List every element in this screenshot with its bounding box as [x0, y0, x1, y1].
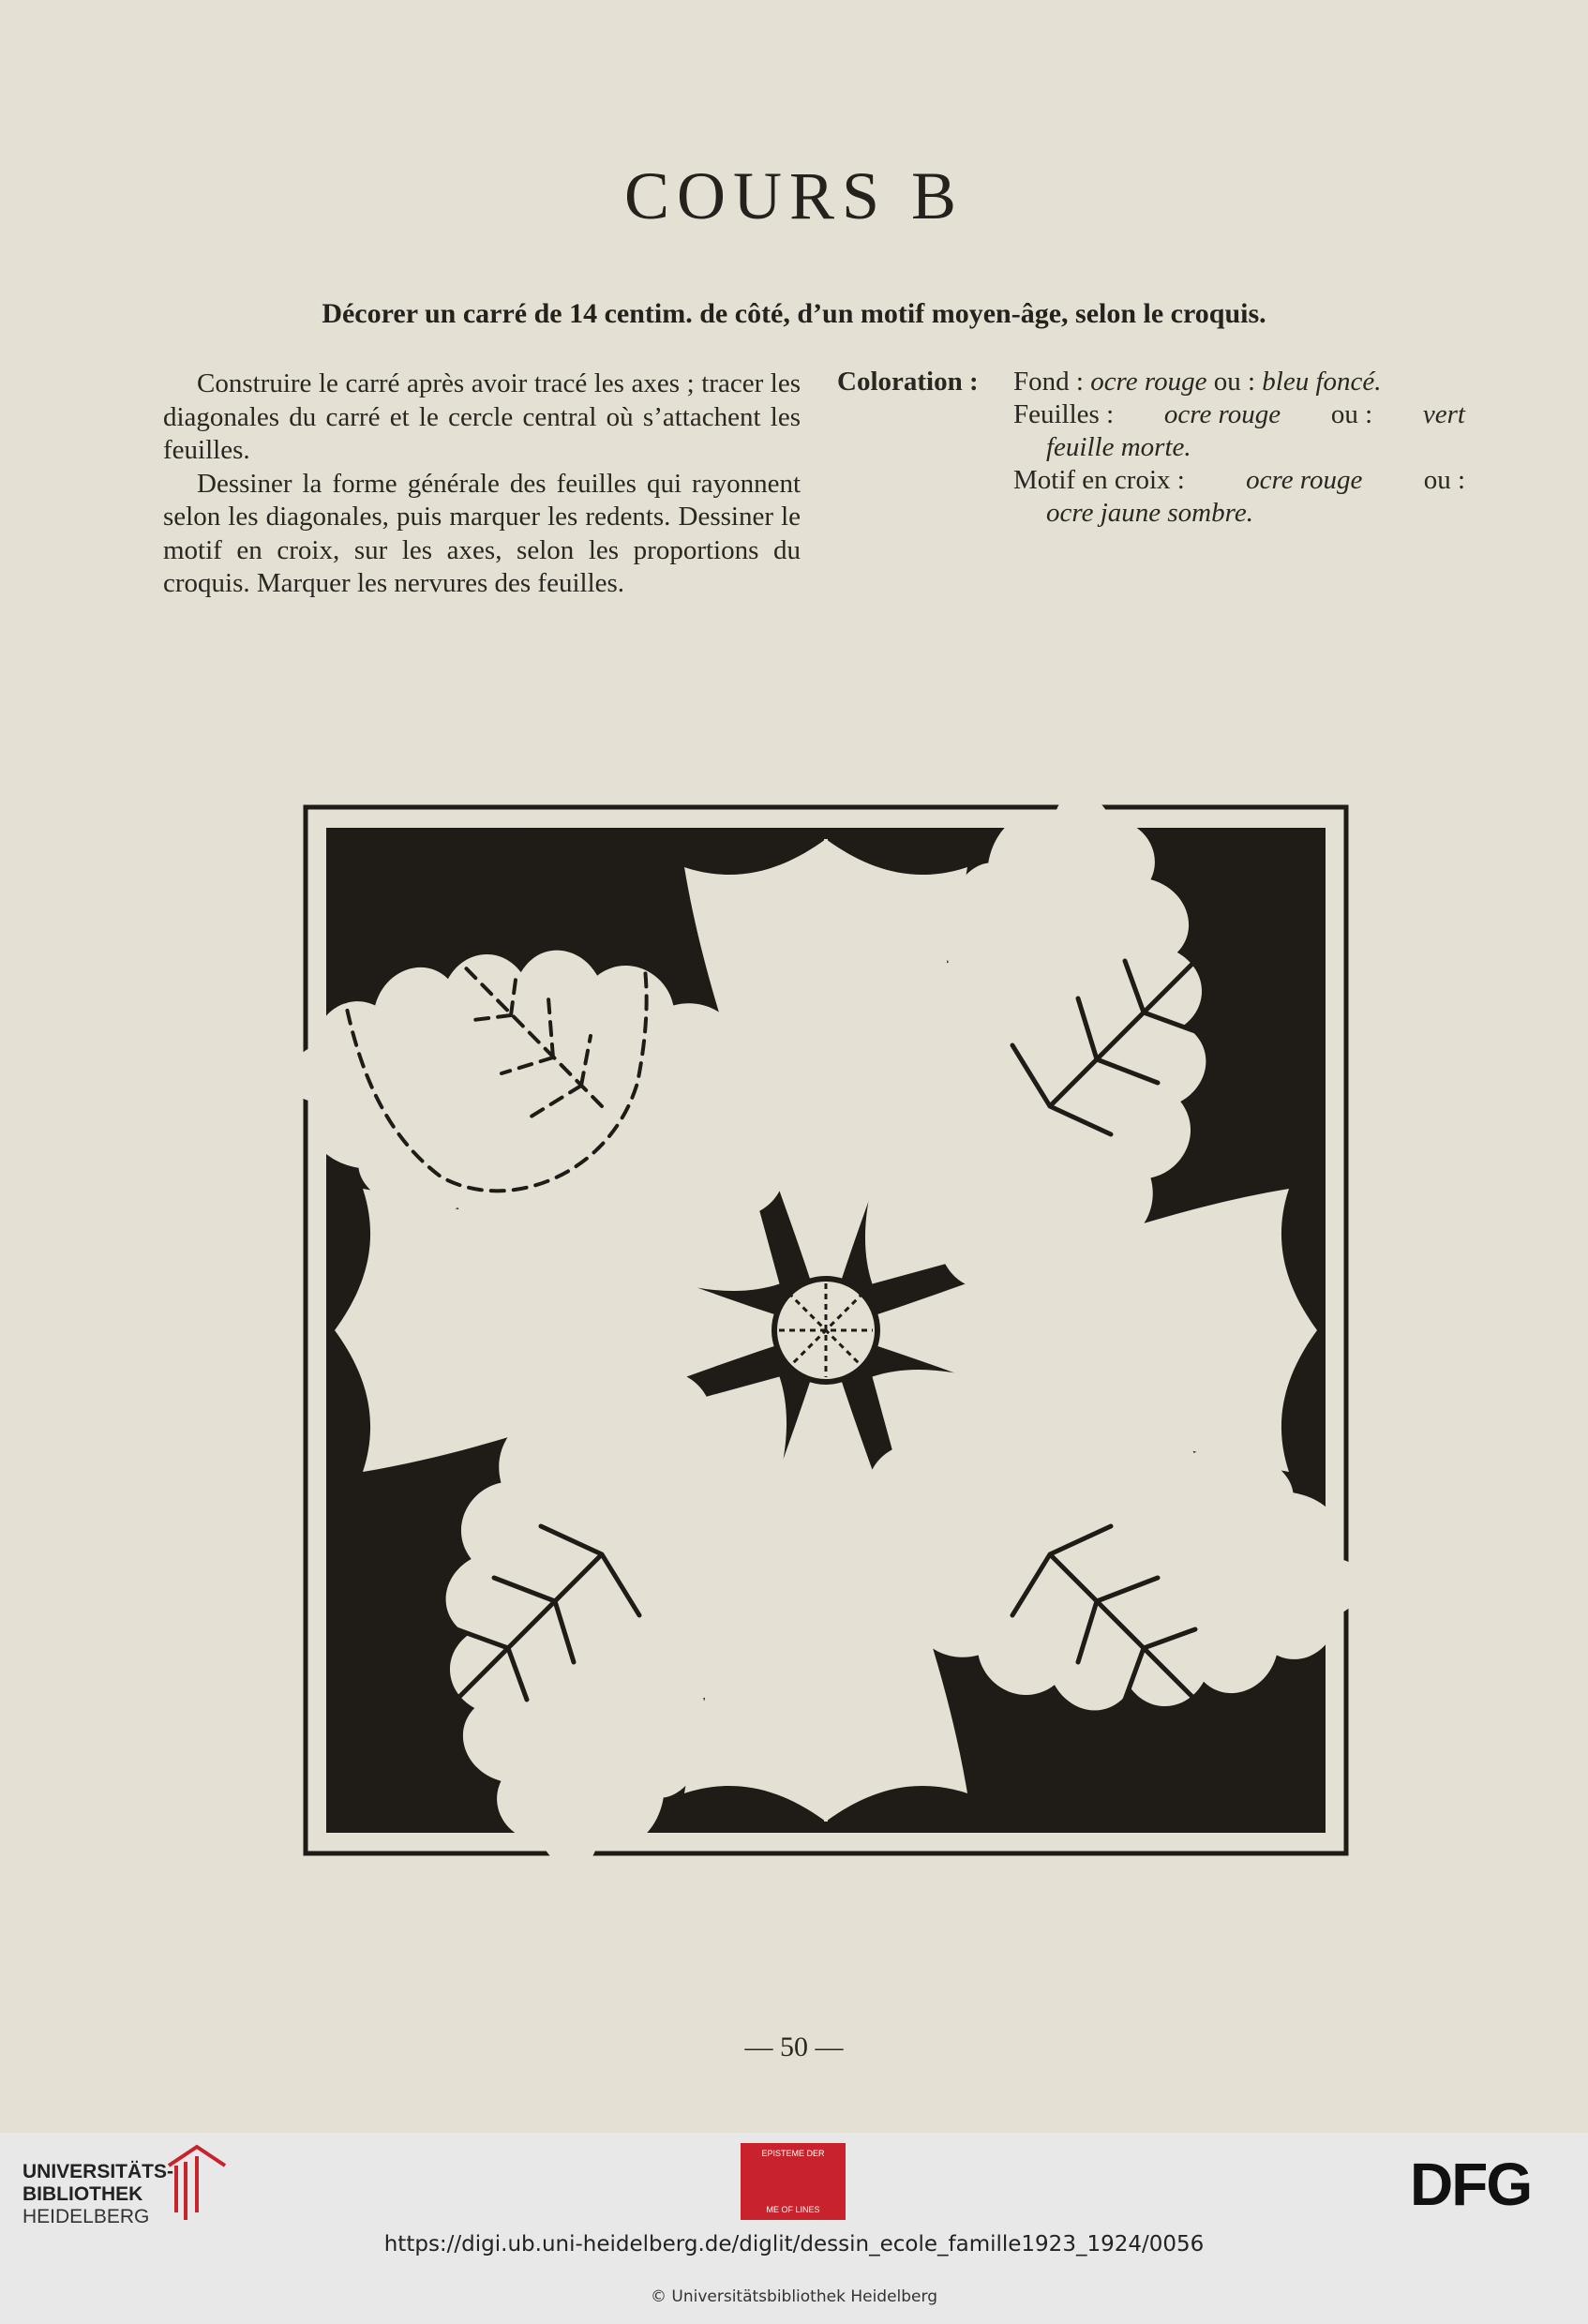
page-number: — 50 — [744, 2032, 844, 2062]
episteme-logo[interactable]: EPISTEME DER ME OF LINES [741, 2143, 846, 2220]
coloration-motif: Motif en croix : ocre rouge ou : [1013, 465, 1465, 495]
coloration-feuilles-cont: feuille morte. [1046, 432, 1191, 462]
instructions-text [163, 367, 801, 601]
instruction-paragraph: Dessiner la forme générale des feuilles qui rayonnent selon les diagonales, puis marquer les redents. Dessiner le motif en croix, sur les axes, selon les proportions du croquis. Marquer les nervures des feuilles. [163, 468, 801, 598]
library-logo-text[interactable]: UNIVERSITÄTS- BIBLIOTHEK HEIDELBERG [22, 2161, 174, 2227]
coloration-block [837, 366, 1465, 530]
coloration-label: Coloration : [837, 367, 979, 397]
instruction-paragraph: Construire le carré après avoir tracé les axes ; tracer les diagonales du carré et le cercle central où s’attachent les feuilles. [163, 368, 801, 465]
dfg-logo[interactable]: DFG [1410, 2151, 1532, 2218]
copyright-notice: © Universitätsbibliothek Heidelberg [650, 2287, 937, 2306]
coloration-feuilles: Feuilles : ocre rouge ou : vert [1013, 399, 1465, 429]
library-logo-icon[interactable] [159, 2137, 234, 2227]
page-title: COURS B [623, 158, 965, 233]
permalink-url[interactable]: https://digi.ub.uni-heidelberg.de/diglit/dessin_ecole_famille1923_1924/0056 [383, 2232, 1205, 2257]
coloration-motif-cont: ocre jaune sombre. [1046, 498, 1253, 528]
exercise-subtitle: Décorer un carré de 14 centim. de côté, d’un motif moyen-âge, selon le croquis. [322, 298, 1266, 329]
coloration-fond: Fond : ocre rouge ou : bleu foncé. [1013, 367, 1382, 397]
ornament-figure [300, 802, 1352, 1859]
